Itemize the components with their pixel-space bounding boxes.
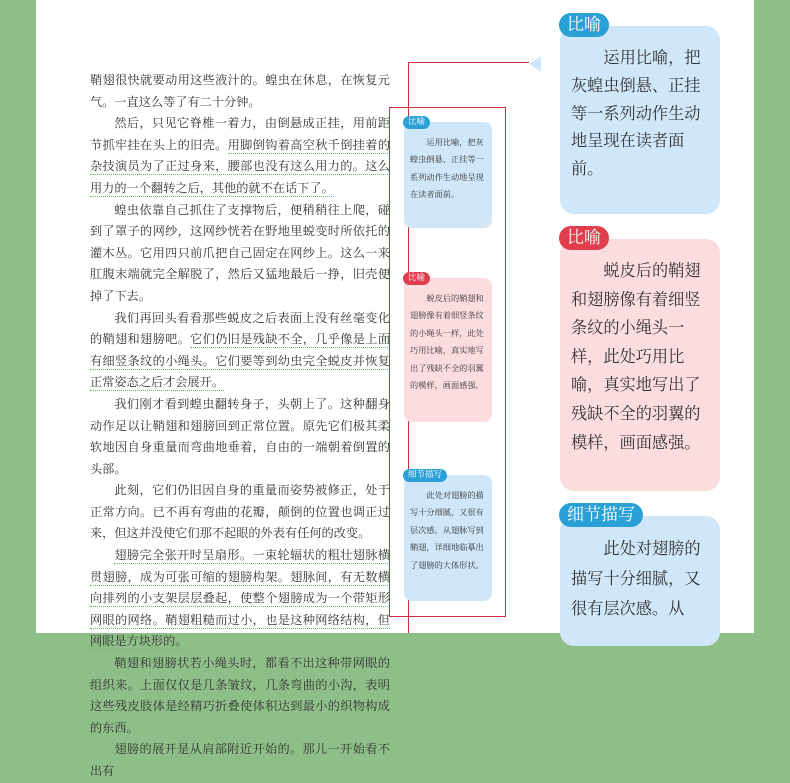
paragraph-4: [90, 308, 390, 394]
paragraph-2-text: 然后，只见它脊椎一着力，由倒悬成正挂，用前距节抓牢挂在头上的旧壳。: [90, 116, 390, 152]
note-text: 蜕皮后的鞘翅和翅膀像有着细竖条纹的小绳头一样，此处巧用比喻，真实地写出了残缺不全的羽翼的模样，画面感强。: [410, 293, 484, 391]
paragraph-6: 此刻，它们仍旧因自身的重量而姿势被修正，处于正常方向。已不再有弯曲的花瓣，颠倒的位置也调正过来，但这并没使它们那不起眼的外表有任何的改变。: [90, 483, 390, 541]
paragraph-7: [90, 545, 390, 653]
note-tag: 比喻: [559, 226, 609, 250]
small-note-detail: [404, 470, 492, 601]
callout-pointer: [529, 56, 541, 72]
paragraph-2: [90, 113, 390, 199]
small-note-metaphor-1: [404, 117, 492, 228]
connector-line-horizontal: [408, 62, 529, 63]
note-text: 此处对翅膀的描写十分细腻，又很有层次感。从: [571, 539, 701, 618]
paragraph-8: 鞘翅和翅膀状若小绳头时，都看不出这种带网眼的组织来。上面仅仅是几条皱纹，几条弯曲的小沟，表明这些残皮肢体是经精巧折叠使体积达到最小的织物构成的东西。: [90, 656, 390, 735]
paragraph-5: 我们刚才看到蝗虫翻转身子，头朝上了。这种翻身动作足以让鞘翅和翅膀回到正常位置。原先它们极其柔软地因自身重量而弯曲地垂着，自由的一端朝着倒置的头部。: [90, 396, 390, 476]
note-text: 此处对翅膀的描写十分细腻，又很有层次感。从翅脉写到鞘翅，详细地临摹出了翅膀的大体形状。: [410, 490, 484, 570]
large-note-metaphor-1: [560, 15, 720, 214]
small-note-metaphor-2: [404, 273, 492, 422]
underlined-sentence-1: 用脚倒钩着高空秋千倒挂着的杂技演员为了正过身来，腰部也没有这么用力的。这么用力的一个翻转之后，其他的就不在话下了。: [90, 137, 391, 195]
note-text: 运用比喻，把灰蝗虫倒悬、正挂等一系列动作生动地呈现在读者面前。: [571, 48, 701, 179]
paragraph-9: 翅膀的展开是从肩部附近开始的。那儿一开始看不出有: [90, 742, 390, 778]
note-tag: 细节描写: [559, 503, 643, 527]
note-tag: 比喻: [559, 13, 609, 37]
note-text: 运用比喻，把灰蝗虫倒悬、正挂等一系列动作生动地呈现在读者面前。: [410, 137, 484, 200]
note-text: 蜕皮后的鞘翅和翅膀像有着细竖条纹的小绳头一样，此处巧用比喻，真实地写出了残缺不全的羽翼的模样，画面感强。: [571, 261, 701, 452]
underlined-sentence-2: 它们仍旧是残缺不全，几乎像是上面有细竖条纹的小绳头。它们要等到幼虫完全蜕皮并恢复正常姿态之后才会展开。: [90, 332, 391, 390]
underlined-sentence-3: 翅膀完全张开时呈扇形。一束轮辐状的粗壮翅脉横贯翅膀，成为可张可缩的翅膀构架。翅脉间，有无数横向排列的小支架层层叠起，使整个翅膀成为一个带矩形网眼的网络。鞘翅粗糙而过小，也是这种网络结构，但网眼是方块形的。: [90, 548, 390, 649]
paragraph-1: 鞘翅很快就要动用这些液汁的。蝗虫在休息，在恢复元气。一直这么等了有二十分钟。: [90, 73, 390, 109]
note-tag: 细节描写: [403, 469, 447, 482]
paragraph-3: 蝗虫依靠自己抓住了支撑物后，便稍稍往上爬，碰到了罩子的网纱，这网纱恍若在野地里蜕变时所依托的灌木丛。它用四只前爪把自己固定在网纱上。这么一来肛腹末端就完全解脱了，然后又猛地最后一挣，旧壳便掉了下去。: [90, 202, 390, 303]
paragraph-4-text: 我们再回头看看那些蜕皮之后表面上没有丝毫变化的鞘翅和翅膀吧。: [90, 310, 390, 347]
large-note-metaphor-2: [560, 228, 720, 491]
main-text: [90, 70, 390, 783]
note-tag: 比喻: [403, 116, 430, 129]
large-note-detail: [560, 505, 720, 646]
note-tag: 比喻: [403, 272, 430, 285]
